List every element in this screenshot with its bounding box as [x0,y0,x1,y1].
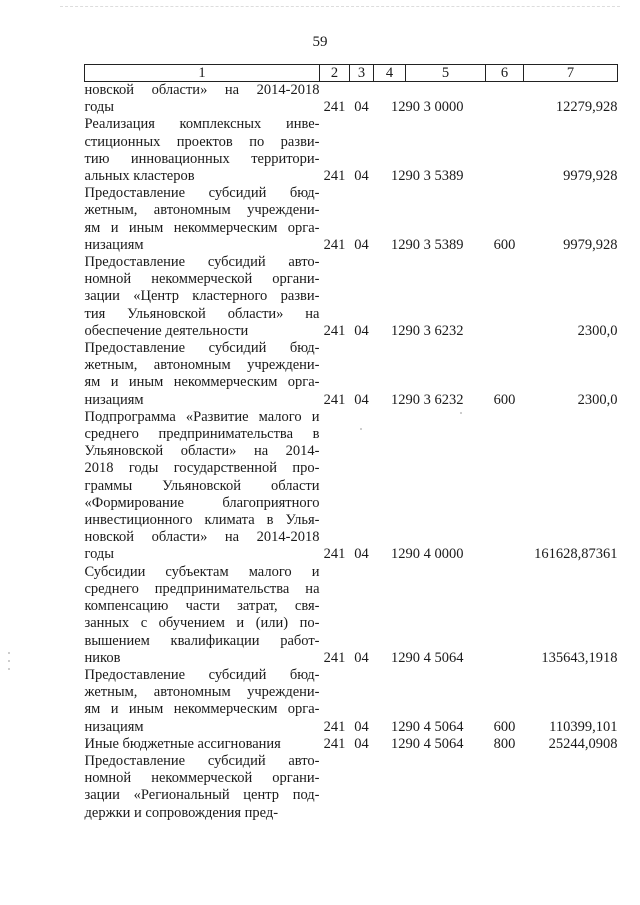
cell-section [350,753,374,822]
description-line: низациям [84,718,144,735]
cell-target-article: 90 4 5064 [405,649,464,666]
cell-target-article: 90 3 0000 [405,99,464,116]
table-row [85,409,618,564]
cell-amount: 135643,1918 [541,649,618,666]
cell-target-article: 90 4 5064 [405,735,464,752]
cell-amount: 25244,0908 [548,735,618,752]
scan-artifact-dot [460,412,462,414]
description-line: компенсацию части затрат, свя- [84,598,320,615]
cell-section: 04 [354,735,369,752]
table-row [85,736,618,753]
table-row [85,753,618,822]
description-line: вышением квалификации работ- [84,632,320,649]
row-description [85,409,320,564]
description-line: номной некоммерческой органи- [84,770,320,787]
description-line: низациям [84,236,144,253]
column-header-3: 3 [350,65,374,82]
cell-expense-type [486,564,524,667]
cell-amount: 2300,0 [577,322,618,339]
description-line: среднего предпринимательства на [84,580,320,597]
cell-expense-type [486,82,524,117]
cell-expense-type: 600 [493,718,516,735]
description-line: среднего предпринимательства в [84,426,320,443]
cell-section: 04 [354,391,369,408]
cell-subsection: 12 [391,322,406,339]
description-line: Иные бюджетные ассигнования [84,735,281,752]
description-line: новской области» на 2014-2018 [84,82,320,98]
cell-main-administrator: 241 [323,322,346,339]
description-line: жетным, автономным учреждени- [84,202,320,219]
column-header-4: 4 [374,65,406,82]
description-line: зации «Центр кластерного разви- [84,288,320,305]
table-row [85,254,618,340]
row-description [85,116,320,185]
description-line: держки и сопровождения пред- [84,804,279,821]
cell-target-article: 90 4 5064 [405,718,464,735]
description-line: ям и иным некоммерческим орга- [84,219,320,236]
description-line: Предоставление субсидий бюд- [84,185,320,202]
cell-section: 04 [354,99,369,116]
row-description [85,185,320,254]
scan-artifact-dot [8,668,10,670]
cell-subsection: 12 [391,168,406,185]
description-line: новской области» на 2014-2018 [84,529,320,546]
row-description [85,82,320,117]
cell-subsection: 12 [391,99,406,116]
description-line: альных кластеров [84,168,195,185]
budget-table [84,64,618,822]
column-header-1: 1 [85,65,320,82]
cell-main-administrator: 241 [323,649,346,666]
cell-section: 04 [354,236,369,253]
scan-artifact-dot [360,428,362,430]
description-line: годы [84,546,115,563]
cell-subsection: 12 [391,718,406,735]
cell-section: 04 [354,649,369,666]
cell-amount: 9979,928 [563,236,618,253]
cell-target-article: 90 3 5389 [405,236,464,253]
cell-target-article [406,753,486,822]
cell-section: 04 [354,718,369,735]
description-line: жетным, автономным учреждени- [84,684,320,701]
row-description [85,254,320,340]
cell-section: 04 [354,546,369,563]
cell-subsection [374,753,406,822]
cell-main-administrator [320,753,350,822]
cell-expense-type [486,116,524,185]
description-line: ям и иным некоммерческим орга- [84,374,320,391]
row-description [85,564,320,667]
description-line: ям и иным некоммерческим орга- [84,701,320,718]
description-line: Предоставление субсидий бюд- [84,340,320,357]
cell-main-administrator: 241 [323,546,346,563]
cell-amount: 110399,101 [549,718,618,735]
cell-section: 04 [354,322,369,339]
description-line: Субсидии субъектам малого и [84,563,320,580]
cell-expense-type [486,254,524,340]
description-line: «Формирование благоприятного [84,494,320,511]
description-line: Реализация комплексных инве- [84,116,320,133]
table-body [85,82,618,822]
description-line: тию инновационных территори- [84,150,320,167]
cell-main-administrator: 241 [323,99,346,116]
cell-subsection: 12 [391,236,406,253]
table-row [85,82,618,117]
page-number: 59 [312,34,328,50]
column-header-2: 2 [320,65,350,82]
cell-target-article: 90 3 6232 [405,391,464,408]
table-row [85,185,618,254]
column-header-5: 5 [406,65,486,82]
cell-target-article: 90 3 5389 [405,168,464,185]
row-description [85,753,320,822]
scan-artifact-dot [8,660,10,662]
cell-main-administrator: 241 [323,735,346,752]
description-line: годы [84,99,115,116]
description-line: Предоставление субсидий авто- [84,254,320,271]
table-row [85,564,618,667]
row-description [85,736,320,753]
table-row [85,667,618,736]
cell-target-article: 90 4 0000 [405,546,464,563]
description-line: зации «Региональный центр под- [84,787,320,804]
cell-expense-type: 800 [493,735,516,752]
description-line: стиционных проектов по разви- [84,133,320,150]
cell-section: 04 [354,168,369,185]
description-line: Ульяновской области» на 2014- [84,443,320,460]
column-header-7: 7 [524,65,618,82]
description-line: Предоставление субсидий авто- [84,752,320,769]
cell-amount: 9979,928 [563,168,618,185]
cell-expense-type [486,409,524,564]
description-line: Предоставление субсидий бюд- [84,666,320,683]
description-line: инвестиционного климата в Улья- [84,512,320,529]
description-line: жетным, автономным учреждени- [84,357,320,374]
description-line: обеспечение деятельности [84,322,249,339]
row-description [85,667,320,736]
cell-expense-type [486,753,524,822]
cell-expense-type: 600 [493,236,516,253]
cell-subsection: 12 [391,391,406,408]
scan-artifact-top [60,6,620,13]
description-line: низациям [84,391,144,408]
cell-main-administrator: 241 [323,718,346,735]
row-description [85,340,320,409]
cell-main-administrator: 241 [323,168,346,185]
cell-amount [524,753,618,822]
cell-main-administrator: 241 [323,391,346,408]
description-line: 2018 годы государственной про- [84,460,320,477]
description-line: тия Ульяновской области» на [84,305,320,322]
cell-subsection: 12 [391,649,406,666]
description-line: номной некоммерческой органи- [84,271,320,288]
description-line: ников [84,649,121,666]
table-header-row [85,65,618,82]
cell-subsection: 12 [391,546,406,563]
column-header-6: 6 [486,65,524,82]
table-row [85,340,618,409]
description-line: граммы Ульяновской области [84,477,320,494]
cell-target-article: 90 3 6232 [405,322,464,339]
cell-amount: 161628,87361 [534,546,618,563]
description-line: занных с обучением и (или) по- [84,615,320,632]
cell-main-administrator: 241 [323,236,346,253]
scan-artifact-dot [8,652,10,654]
cell-amount: 12279,928 [555,99,618,116]
table-row [85,116,618,185]
cell-subsection: 12 [391,735,406,752]
description-line: Подпрограмма «Развитие малого и [84,408,320,425]
cell-expense-type: 600 [493,391,516,408]
cell-amount: 2300,0 [577,391,618,408]
